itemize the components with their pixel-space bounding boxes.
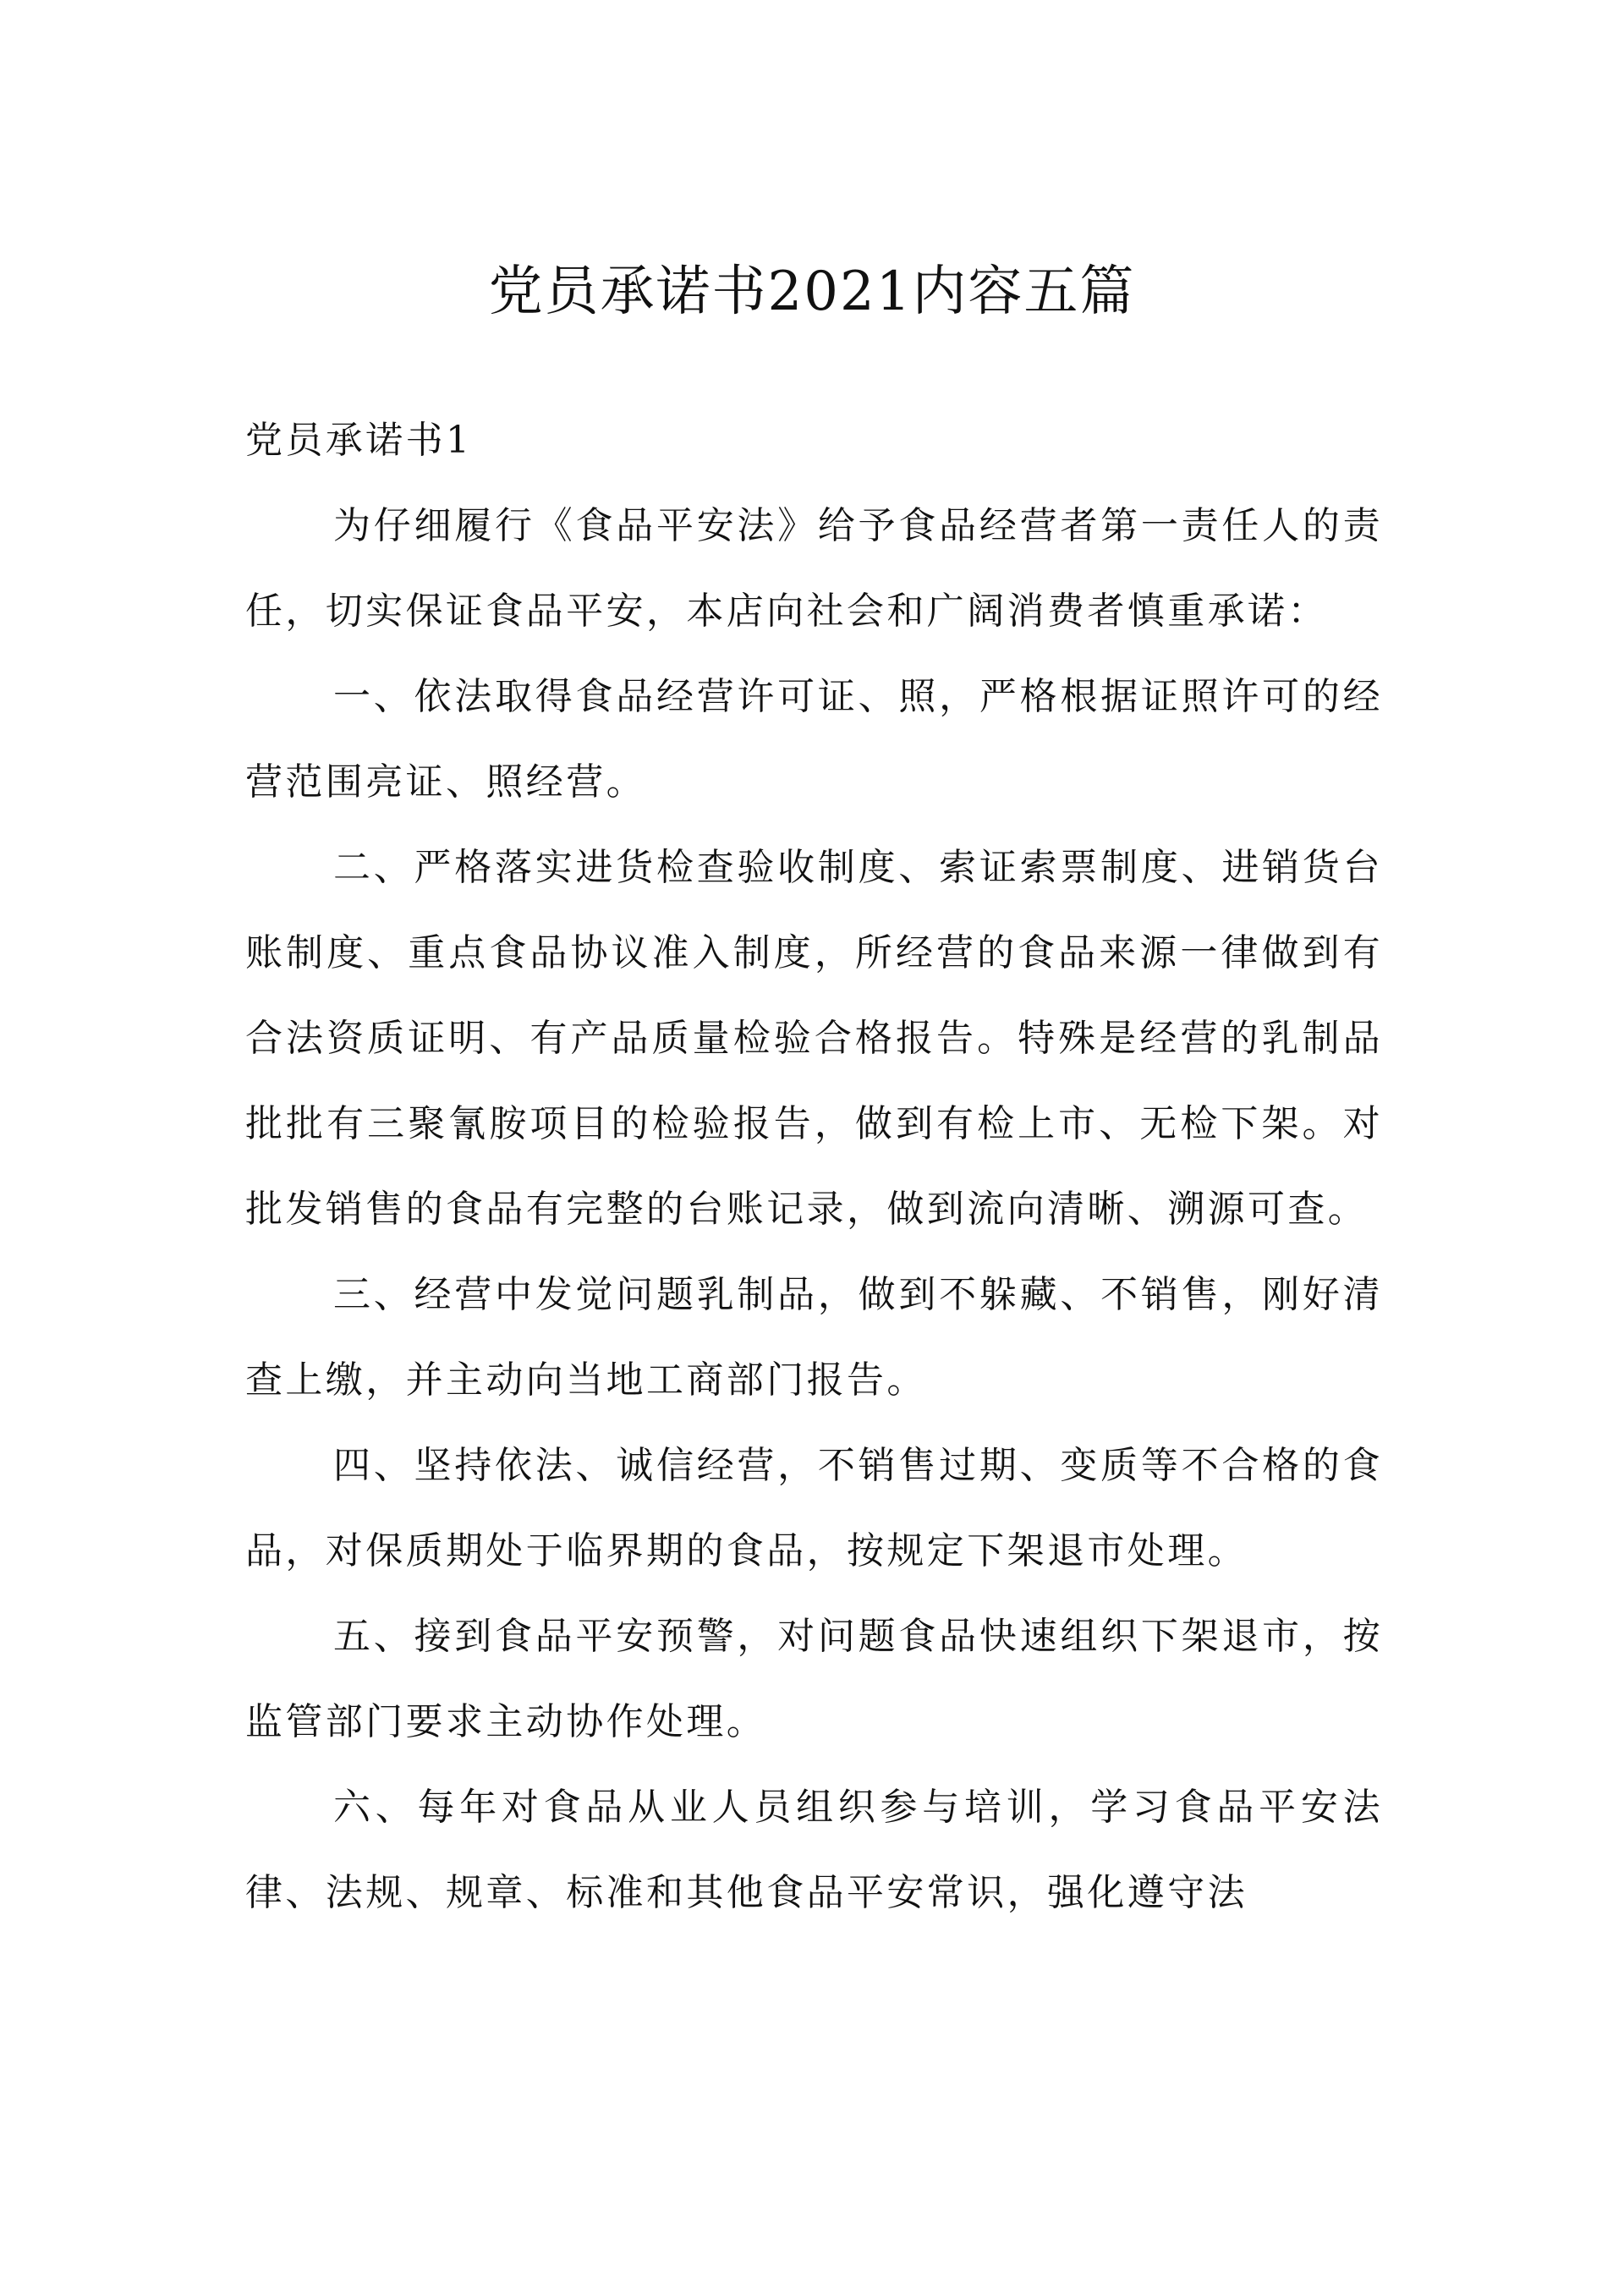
paragraph-item-2: 二、严格落实进货检查验收制度、索证索票制度、进销货台账制度、重点食品协议准入制度，所经营的食品来源一律做到有合法资质证明、有产品质量检验合格报告。特殊是经营的乳制品批批有三聚氰胺项目的检验报告，做到有检上市、无检下架。对批发销售的食品有完整的台账记录，做到流向清晰、溯源可查。 — [245, 846, 1383, 1231]
paragraph-intro: 为仔细履行《食品平安法》给予食品经营者第一责任人的责任，切实保证食品平安，本店向社会和广阔消费者慎重承诺： — [245, 504, 1383, 633]
paragraph-item-3: 三、经营中发觉问题乳制品，做到不躲藏、不销售，刚好清查上缴，并主动向当地工商部门报告。 — [245, 1273, 1383, 1402]
document-title: 党员承诺书2021内容五篇 — [488, 261, 1136, 323]
paragraph-item-5: 五、接到食品平安预警，对问题食品快速组织下架退市，按监管部门要求主动协作处理。 — [245, 1615, 1383, 1743]
section-heading: 党员承诺书1 — [245, 419, 473, 462]
paragraph-item-6: 六、每年对食品从业人员组织参与培训，学习食品平安法律、法规、规章、标准和其他食品平安常识，强化遵守法 — [245, 1786, 1383, 1914]
paragraph-item-1: 一、依法取得食品经营许可证、照，严格根据证照许可的经营范围亮证、照经营。 — [245, 675, 1383, 804]
paragraph-item-4: 四、坚持依法、诚信经营，不销售过期、变质等不合格的食品，对保质期处于临界期的食品，按规定下架退市处理。 — [245, 1444, 1383, 1572]
document-body — [245, 398, 1383, 1935]
